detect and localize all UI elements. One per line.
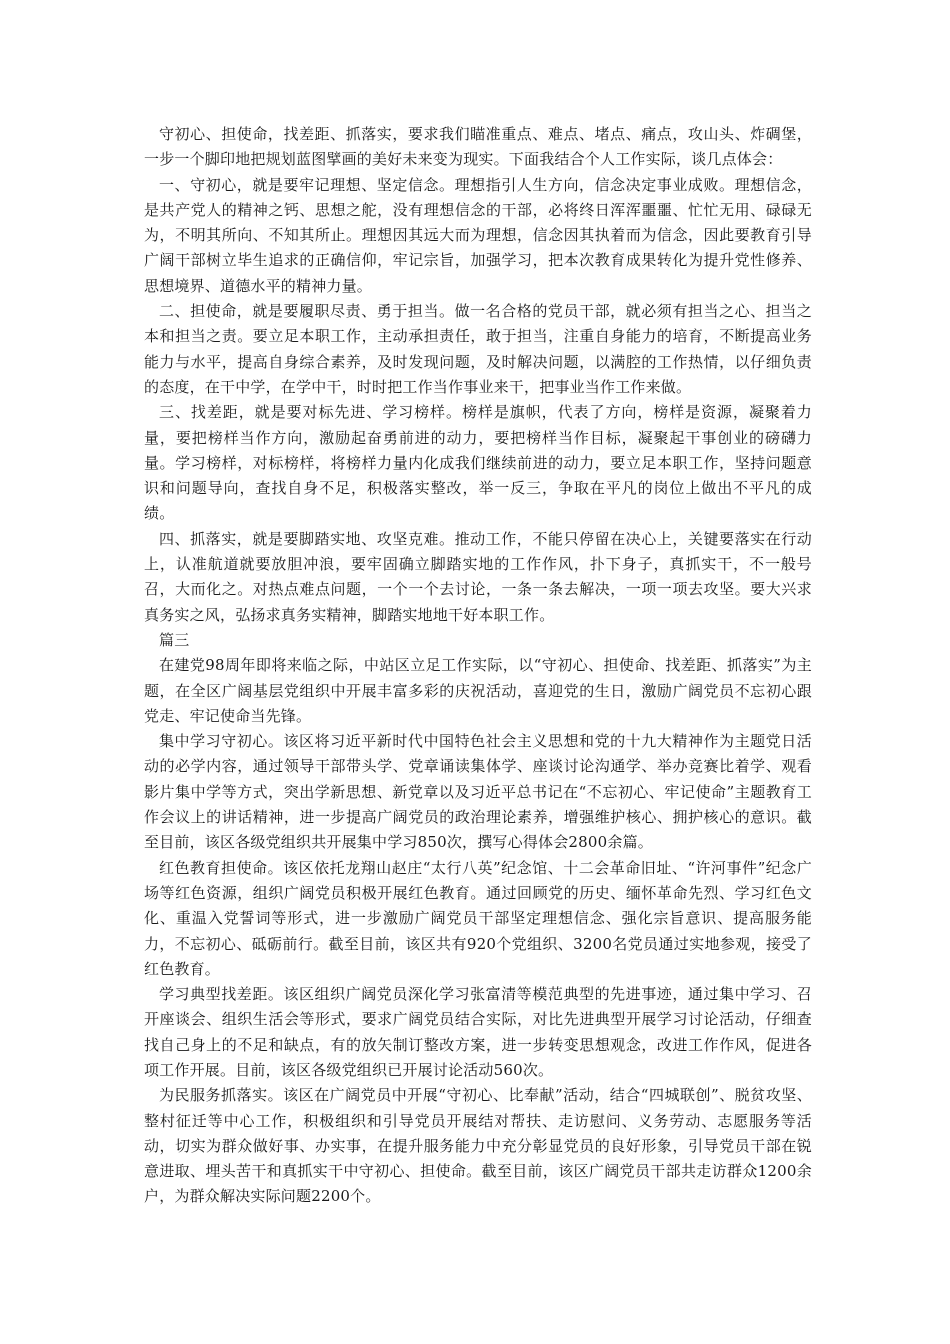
document-body [144,122,812,1210]
paragraph-intro: 守初心、担使命，找差距、抓落实，要求我们瞄准重点、难点、堵点、痛点，攻山头、炸碉堡，一步一个脚印地把规划蓝图擘画的美好未来变为现实。下面我结合个人工作实际，谈几点体会： [144,125,812,169]
paragraph-service: 为民服务抓落实。该区在广阔党员中开展“守初心、比奉献”活动，结合“四城联创”、脱贫攻坚、整村征迁等中心工作，积极组织和引导党员开展结对帮扶、走访慰问、义务劳动、志愿服务等活动，切实为群众做好事、办实事，在提升服务能力中充分彰显党员的良好形象，引导党员干部在锐意进取、埋头苦干和真抓实干中守初心、担使命。截至目前，该区广阔党员干部共走访群众1200余户，为群众解决实际问题2200个。 [144,1086,812,1206]
section-heading: 篇三 [159,630,190,649]
paragraph-point-one: 一、守初心，就是要牢记理想、坚定信念。理想指引人生方向，信念决定事业成败。理想信念，是共产党人的精神之钙、思想之舵，没有理想信念的干部，必将终日浑浑噩噩、忙忙无用、碌碌无为，不明其所向、不知其所止。理想因其远大而为理想，信念因其执着而为信念，因此要教育引导广阔干部树立毕生追求的正确信仰，牢记宗旨，加强学习，把本次教育成果转化为提升党性修养、思想境界、道德水平的精神力量。 [144,175,812,295]
paragraph-point-two: 二、担使命，就是要履职尽责、勇于担当。做一名合格的党员干部，就必须有担当之心、担当之本和担当之责。要立足本职工作，主动承担责任，敢于担当，注重自身能力的培育，不断提高业务能力与水平，提高自身综合素养，及时发现问题，及时解决问题，以满腔的工作热情，以仔细负责的态度，在干中学，在学中干，时时把工作当作事业来干，把事业当作工作来做。 [144,302,812,396]
paragraph-section-intro: 在建党98周年即将来临之际，中站区立足工作实际，以“守初心、担使命、找差距、抓落实”为主题，在全区广阔基层党组织中开展丰富多彩的庆祝活动，喜迎党的生日，激励广阔党员不忘初心跟党走、牢记使命当先锋。 [144,656,812,725]
paragraph-study: 集中学习守初心。该区将习近平新时代中国特色社会主义思想和党的十九大精神作为主题党日活动的必学内容，通过领导干部带头学、党章诵读集体学、座谈讨论沟通学、举办竞赛比着学、观看影片集中学等方式，突出学新思想、新党章以及习近平总书记在“不忘初心、牢记使命”主题教育工作会议上的讲话精神，进一步提高广阔党员的政治理论素养，增强维护核心、拥护核心的意识。截至目前，该区各级党组织共开展集中学习850次，撰写心得体会2800余篇。 [144,732,812,852]
paragraph-red-education: 红色教育担使命。该区依托龙翔山赵庄“太行八英”纪念馆、十二会革命旧址、“许河事件”纪念广场等红色资源，组织广阔党员积极开展红色教育。通过回顾党的历史、缅怀革命先烈、学习红色文化、重温入党誓词等形式，进一步激励广阔党员干部坚定理想信念、强化宗旨意识、提高服务能力，不忘初心、砥砺前行。截至目前，该区共有920个党组织、3200名党员通过实地参观，接受了红色教育。 [144,858,812,978]
paragraph-role-models: 学习典型找差距。该区组织广阔党员深化学习张富清等模范典型的先进事迹，通过集中学习、召开座谈会、组织生活会等形式，要求广阔党员结合实际，对比先进典型开展学习讨论活动，仔细查找自己身上的不足和缺点，有的放矢制订整改方案，进一步转变思想观念，改进工作作风，促进各项工作开展。目前，该区各级党组织已开展讨论活动560次。 [144,985,812,1079]
paragraph-point-three: 三、找差距，就是要对标先进、学习榜样。榜样是旗帜，代表了方向，榜样是资源，凝聚着力量，要把榜样当作方向，激励起奋勇前进的动力，要把榜样当作目标，凝聚起干事创业的磅礴力量。学习榜样，对标榜样，将榜样力量内化成我们继续前进的动力，要立足本职工作，坚持问题意识和问题导向，查找自身不足，积极落实整改，举一反三，争取在平凡的岗位上做出不平凡的成绩。 [144,403,812,523]
paragraph-point-four: 四、抓落实，就是要脚踏实地、攻坚克难。推动工作，不能只停留在决心上，关键要落实在行动上，认准航道就要放胆冲浪，要牢固确立脚踏实地的工作作风，扑下身子，真抓实干，不一般号召，大而化之。对热点难点问题，一个一个去讨论，一条一条去解决，一项一项去攻坚。要大兴求真务实之风，弘扬求真务实精神，脚踏实地地干好本职工作。 [144,529,812,624]
